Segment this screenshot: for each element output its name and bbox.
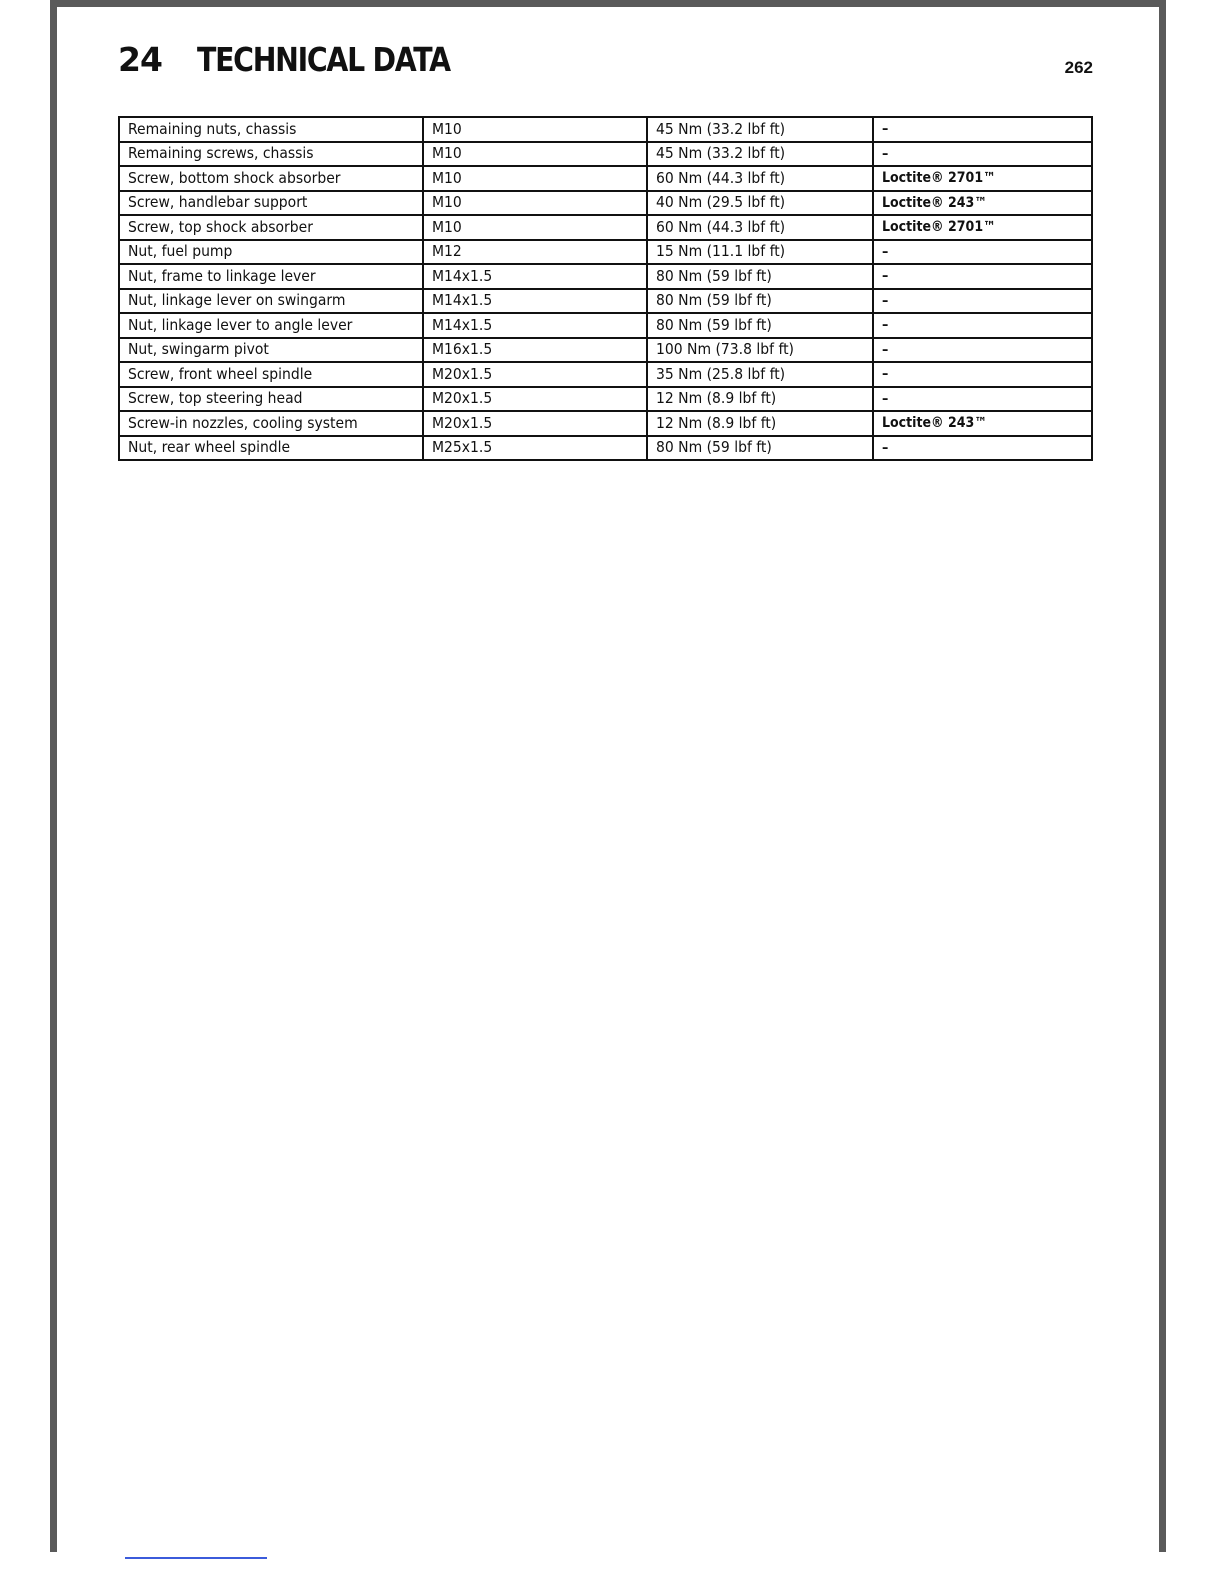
thread-cell: M10 — [423, 191, 647, 216]
torque-cell: 60 Nm (44.3 lbf ft) — [647, 166, 873, 191]
torque-cell: 40 Nm (29.5 lbf ft) — [647, 191, 873, 216]
part-cell: Nut, fuel pump — [119, 240, 423, 265]
torque-cell: 35 Nm (25.8 lbf ft) — [647, 362, 873, 387]
table-row — [119, 411, 1092, 436]
adhesive-cell: – — [873, 387, 1092, 412]
torque-cell: 45 Nm (33.2 lbf ft) — [647, 142, 873, 167]
part-cell: Nut, frame to linkage lever — [119, 264, 423, 289]
torque-cell: 12 Nm (8.9 lbf ft) — [647, 387, 873, 412]
footer-link-underline[interactable] — [125, 1557, 267, 1559]
adhesive-cell: – — [873, 264, 1092, 289]
table-row — [119, 264, 1092, 289]
part-cell: Nut, linkage lever on swingarm — [119, 289, 423, 314]
adhesive-cell: – — [873, 142, 1092, 167]
part-cell: Screw, bottom shock absorber — [119, 166, 423, 191]
table-row — [119, 240, 1092, 265]
adhesive-cell: Loctite® 2701™ — [873, 166, 1092, 191]
part-cell: Screw, front wheel spindle — [119, 362, 423, 387]
part-cell: Screw, top shock absorber — [119, 215, 423, 240]
table-row — [119, 436, 1092, 461]
chapter-title: TECHNICAL DATA — [197, 40, 450, 79]
adhesive-cell: – — [873, 117, 1092, 142]
thread-cell: M10 — [423, 117, 647, 142]
thread-cell: M14x1.5 — [423, 264, 647, 289]
thread-cell: M14x1.5 — [423, 313, 647, 338]
thread-cell: M20x1.5 — [423, 411, 647, 436]
table-row — [119, 191, 1092, 216]
adhesive-cell: – — [873, 313, 1092, 338]
chapter-number: 24 — [118, 40, 162, 79]
part-cell: Screw, handlebar support — [119, 191, 423, 216]
thread-cell: M10 — [423, 166, 647, 191]
part-cell: Screw, top steering head — [119, 387, 423, 412]
page-number: 262 — [1064, 58, 1093, 77]
part-cell: Nut, linkage lever to angle lever — [119, 313, 423, 338]
thread-cell: M14x1.5 — [423, 289, 647, 314]
torque-cell: 80 Nm (59 lbf ft) — [647, 264, 873, 289]
thread-cell: M10 — [423, 215, 647, 240]
table-row — [119, 338, 1092, 363]
torque-cell: 80 Nm (59 lbf ft) — [647, 289, 873, 314]
part-cell: Screw-in nozzles, cooling system — [119, 411, 423, 436]
adhesive-cell: – — [873, 289, 1092, 314]
adhesive-cell: – — [873, 240, 1092, 265]
torque-cell: 80 Nm (59 lbf ft) — [647, 313, 873, 338]
torque-cell: 45 Nm (33.2 lbf ft) — [647, 117, 873, 142]
adhesive-cell: – — [873, 338, 1092, 363]
part-cell: Remaining nuts, chassis — [119, 117, 423, 142]
part-cell: Nut, swingarm pivot — [119, 338, 423, 363]
torque-cell: 15 Nm (11.1 lbf ft) — [647, 240, 873, 265]
table-row — [119, 387, 1092, 412]
table-row — [119, 166, 1092, 191]
adhesive-cell: – — [873, 362, 1092, 387]
thread-cell: M12 — [423, 240, 647, 265]
torque-cell: 60 Nm (44.3 lbf ft) — [647, 215, 873, 240]
thread-cell: M25x1.5 — [423, 436, 647, 461]
torque-cell: 12 Nm (8.9 lbf ft) — [647, 411, 873, 436]
table-row — [119, 313, 1092, 338]
torque-table — [118, 116, 1093, 461]
thread-cell: M16x1.5 — [423, 338, 647, 363]
thread-cell: M20x1.5 — [423, 387, 647, 412]
part-cell: Nut, rear wheel spindle — [119, 436, 423, 461]
adhesive-cell: Loctite® 243™ — [873, 191, 1092, 216]
torque-cell: 100 Nm (73.8 lbf ft) — [647, 338, 873, 363]
torque-cell: 80 Nm (59 lbf ft) — [647, 436, 873, 461]
thread-cell: M20x1.5 — [423, 362, 647, 387]
adhesive-cell: – — [873, 436, 1092, 461]
table-row — [119, 289, 1092, 314]
table-row — [119, 142, 1092, 167]
adhesive-cell: Loctite® 243™ — [873, 411, 1092, 436]
part-cell: Remaining screws, chassis — [119, 142, 423, 167]
thread-cell: M10 — [423, 142, 647, 167]
adhesive-cell: Loctite® 2701™ — [873, 215, 1092, 240]
table-row — [119, 215, 1092, 240]
table-row — [119, 117, 1092, 142]
table-row — [119, 362, 1092, 387]
